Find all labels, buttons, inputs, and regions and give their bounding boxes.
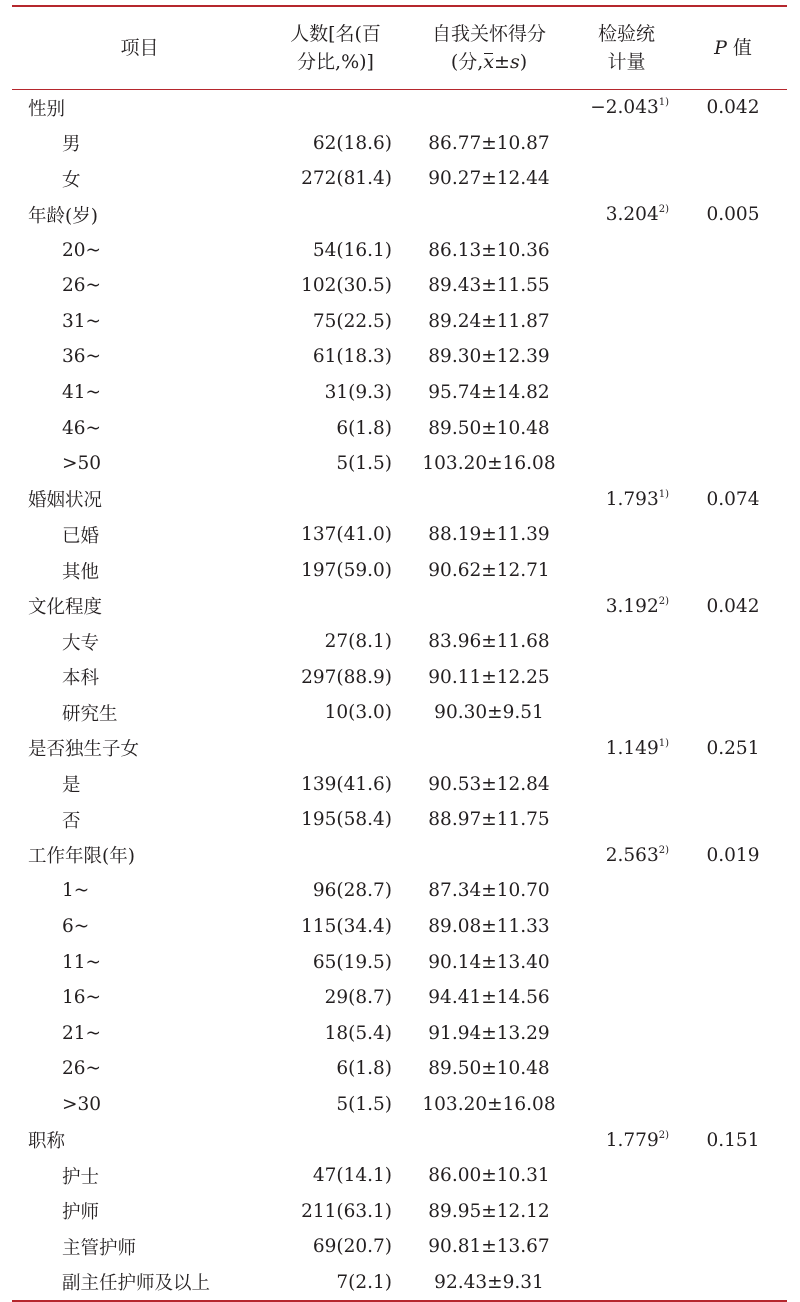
table-row	[12, 695, 787, 731]
item-label: 11~	[62, 951, 102, 973]
p-value-cell	[679, 446, 787, 482]
item-label: 否	[62, 810, 81, 832]
statistic-footnote: 2)	[658, 595, 669, 607]
count-cell: 69(20.7)	[312, 1236, 392, 1258]
statistic-footnote: 2)	[658, 844, 669, 856]
p-value-cell	[679, 1265, 787, 1301]
statistic-cell: 1.793$^{1)}$	[605, 488, 669, 510]
p-value-cell: 0.005	[706, 204, 760, 226]
statistic-footnote: 1)	[658, 737, 669, 749]
count-cell	[267, 731, 404, 767]
table-row	[12, 980, 787, 1016]
count-cell: 297(88.9)	[301, 666, 392, 688]
count-cell: 29(8.7)	[324, 987, 392, 1009]
statistic-cell: 1.779$^{2)}$	[605, 1129, 669, 1151]
item-label: >50	[62, 453, 102, 475]
table-row	[12, 517, 787, 553]
count-cell: 96(28.7)	[312, 880, 392, 902]
count-cell: 137(41.0)	[301, 524, 392, 546]
score-cell: 88.19±11.39	[428, 524, 550, 546]
p-value-cell	[679, 161, 787, 197]
count-cell: 54(16.1)	[312, 239, 392, 261]
score-cell: 89.50±10.48	[428, 417, 550, 439]
item-label: 研究生	[62, 703, 118, 725]
p-value-cell: 0.042	[706, 97, 760, 119]
statistic-cell	[574, 802, 679, 838]
statistic-footnote: 2)	[658, 1129, 669, 1141]
score-cell: 90.62±12.71	[428, 560, 550, 582]
item-label: 26~	[62, 275, 102, 297]
item-label: 31~	[62, 310, 102, 332]
statistic-cell	[574, 1087, 679, 1123]
statistic-cell	[574, 232, 679, 268]
group-label: 年龄(岁)	[28, 205, 98, 227]
item-label: 护师	[62, 1202, 100, 1224]
table-container	[12, 5, 787, 1302]
score-cell	[404, 90, 574, 126]
p-value-cell: 0.042	[706, 595, 760, 617]
table-row	[12, 339, 787, 375]
p-value-cell	[679, 126, 787, 162]
item-label: 21~	[62, 1022, 102, 1044]
score-cell	[404, 482, 574, 518]
item-label: 16~	[62, 987, 102, 1009]
score-cell: 90.81±13.67	[428, 1236, 550, 1258]
statistic-cell: 1.149$^{1)}$	[605, 737, 669, 759]
score-cell: 89.08±11.33	[428, 915, 550, 937]
count-cell: 18(5.4)	[324, 1022, 392, 1044]
score-cell: 90.30±9.51	[434, 702, 544, 724]
table-group-row	[12, 90, 787, 126]
item-label: 女	[62, 169, 81, 191]
count-cell	[267, 588, 404, 624]
table-row	[12, 375, 787, 411]
item-label: 是	[62, 775, 81, 797]
statistic-cell	[574, 766, 679, 802]
statistic-cell	[574, 1158, 679, 1194]
count-cell: 6(1.8)	[336, 1058, 392, 1080]
p-value-cell	[679, 517, 787, 553]
item-label: 1~	[62, 880, 90, 902]
table-row	[12, 1051, 787, 1087]
p-value-cell	[679, 1087, 787, 1123]
p-value-cell	[679, 339, 787, 375]
item-label: 本科	[62, 668, 100, 690]
p-value-cell	[679, 304, 787, 340]
count-cell: 197(59.0)	[301, 560, 392, 582]
count-cell: 62(18.6)	[312, 132, 392, 154]
count-cell: 139(41.6)	[301, 773, 392, 795]
count-cell	[267, 1122, 404, 1158]
statistic-cell	[574, 126, 679, 162]
score-cell: 87.34±10.70	[428, 880, 550, 902]
statistic-cell: 3.192$^{2)}$	[605, 595, 669, 617]
count-cell: 115(34.4)	[301, 915, 392, 937]
p-value-cell	[679, 1158, 787, 1194]
table-row	[12, 410, 787, 446]
count-cell: 31(9.3)	[324, 382, 392, 404]
statistic-cell	[574, 980, 679, 1016]
score-cell: 90.53±12.84	[428, 773, 550, 795]
statistic-cell	[574, 375, 679, 411]
statistic-footnote: 1)	[658, 97, 669, 109]
p-value-cell	[679, 624, 787, 660]
count-cell	[267, 197, 404, 233]
table-row	[12, 553, 787, 589]
statistic-cell: $-2.043^{1)}$	[590, 97, 669, 119]
statistic-cell	[574, 339, 679, 375]
p-value-cell: 0.074	[706, 488, 760, 510]
table-row	[12, 268, 787, 304]
p-value-cell: 0.019	[706, 844, 760, 866]
count-cell: 7(2.1)	[336, 1271, 392, 1293]
score-cell: 86.13±10.36	[428, 239, 550, 261]
score-cell: 91.94±13.29	[428, 1022, 550, 1044]
statistic-cell	[574, 517, 679, 553]
table-header	[12, 7, 787, 89]
score-cell: 90.11±12.25	[428, 666, 550, 688]
header-statistic: 检验统 计量	[597, 23, 655, 73]
p-value-cell	[679, 1051, 787, 1087]
item-label: 46~	[62, 417, 102, 439]
table-row	[12, 944, 787, 980]
count-cell: 5(1.5)	[336, 453, 392, 475]
statistic-cell: 3.204$^{2)}$	[605, 204, 669, 226]
count-cell: 65(19.5)	[312, 951, 392, 973]
item-label: 已婚	[62, 525, 100, 547]
count-cell: 6(1.8)	[336, 417, 392, 439]
score-cell	[404, 197, 574, 233]
statistic-cell	[574, 553, 679, 589]
p-value-cell	[679, 553, 787, 589]
header-p-value: P 值	[714, 37, 752, 59]
count-cell: 211(63.1)	[301, 1200, 392, 1222]
score-cell	[404, 588, 574, 624]
statistic-cell	[574, 1229, 679, 1265]
p-value-cell	[679, 1229, 787, 1265]
score-cell: 83.96±11.68	[428, 631, 550, 653]
score-cell: 95.74±14.82	[428, 382, 550, 404]
statistic-cell	[574, 446, 679, 482]
statistic-cell	[574, 909, 679, 945]
table-row	[12, 1015, 787, 1051]
p-value-cell	[679, 1193, 787, 1229]
p-value-cell	[679, 944, 787, 980]
p-value-cell	[679, 873, 787, 909]
score-cell: 86.77±10.87	[428, 132, 550, 154]
table-group-row	[12, 731, 787, 767]
table-row	[12, 304, 787, 340]
table-row	[12, 1087, 787, 1123]
score-cell: 89.24±11.87	[428, 310, 550, 332]
count-cell: 61(18.3)	[312, 346, 392, 368]
count-cell: 5(1.5)	[336, 1093, 392, 1115]
statistic-cell	[574, 660, 679, 696]
count-cell: 47(14.1)	[312, 1165, 392, 1187]
score-cell: 86.00±10.31	[428, 1165, 550, 1187]
statistic-cell	[574, 304, 679, 340]
statistic-cell	[574, 1051, 679, 1087]
group-label: 工作年限(年)	[28, 846, 135, 868]
count-cell	[267, 837, 404, 873]
item-label: 26~	[62, 1058, 102, 1080]
table-row	[12, 1229, 787, 1265]
statistic-cell	[574, 1193, 679, 1229]
score-cell: 90.27±12.44	[428, 168, 550, 190]
score-cell	[404, 837, 574, 873]
group-label: 职称	[28, 1131, 66, 1153]
table-row	[12, 909, 787, 945]
item-label: 36~	[62, 346, 102, 368]
p-value-cell	[679, 268, 787, 304]
item-label: 大专	[62, 632, 100, 654]
p-value-cell	[679, 909, 787, 945]
score-cell	[404, 731, 574, 767]
group-label: 文化程度	[28, 597, 103, 619]
table-row	[12, 624, 787, 660]
table-group-row	[12, 197, 787, 233]
statistic-footnote: 1)	[658, 488, 669, 500]
item-label: 6~	[62, 915, 90, 937]
count-cell	[267, 482, 404, 518]
item-label: 其他	[62, 561, 100, 583]
score-cell: 89.30±12.39	[428, 346, 550, 368]
statistic-cell	[574, 873, 679, 909]
header-score: 自我关怀得分 (分,x±s)	[431, 23, 546, 73]
score-cell: 90.14±13.40	[428, 951, 550, 973]
table-group-row	[12, 837, 787, 873]
table-row	[12, 1193, 787, 1229]
item-label: >30	[62, 1093, 102, 1115]
statistic-cell	[574, 268, 679, 304]
header-item: 项目	[120, 37, 159, 59]
p-value-cell	[679, 375, 787, 411]
score-cell: 89.43±11.55	[428, 275, 550, 297]
count-cell: 27(8.1)	[324, 631, 392, 653]
item-label: 男	[62, 134, 81, 156]
table-group-row	[12, 482, 787, 518]
table-row	[12, 766, 787, 802]
p-value-cell	[679, 1015, 787, 1051]
count-cell: 75(22.5)	[312, 310, 392, 332]
table-row	[12, 232, 787, 268]
score-cell: 89.95±12.12	[428, 1200, 550, 1222]
p-value-cell: 0.151	[706, 1129, 760, 1151]
statistic-cell: 2.563$^{2)}$	[605, 844, 669, 866]
item-label: 主管护师	[62, 1237, 137, 1259]
p-value-cell	[679, 695, 787, 731]
statistic-cell	[574, 161, 679, 197]
table-row	[12, 802, 787, 838]
score-cell: 89.50±10.48	[428, 1058, 550, 1080]
statistic-cell	[574, 695, 679, 731]
score-cell: 92.43±9.31	[434, 1271, 544, 1293]
data-table	[12, 7, 787, 89]
count-cell	[267, 90, 404, 126]
header-count: 人数[名(百 分比,%)]	[290, 23, 381, 73]
group-label: 性别	[28, 98, 66, 120]
item-label: 护士	[62, 1166, 100, 1188]
table-row	[12, 873, 787, 909]
table-row	[12, 1265, 787, 1301]
item-label: 41~	[62, 382, 102, 404]
data-table-body	[12, 90, 787, 1300]
p-value-cell: 0.251	[706, 737, 760, 759]
statistic-cell	[574, 1265, 679, 1301]
group-label: 婚姻状况	[28, 490, 103, 512]
score-cell	[404, 1122, 574, 1158]
table-row	[12, 660, 787, 696]
table-group-row	[12, 1122, 787, 1158]
count-cell: 195(58.4)	[301, 809, 392, 831]
p-value-cell	[679, 410, 787, 446]
statistic-cell	[574, 1015, 679, 1051]
p-value-cell	[679, 660, 787, 696]
group-label: 是否独生子女	[28, 739, 140, 761]
count-cell: 10(3.0)	[324, 702, 392, 724]
count-cell: 272(81.4)	[301, 168, 392, 190]
count-cell: 102(30.5)	[301, 275, 392, 297]
table-row	[12, 446, 787, 482]
table-group-row	[12, 588, 787, 624]
score-cell: 103.20±16.08	[422, 453, 556, 475]
table-row	[12, 126, 787, 162]
score-cell: 94.41±14.56	[428, 987, 550, 1009]
statistic-cell	[574, 410, 679, 446]
table-row	[12, 161, 787, 197]
table-body	[12, 90, 787, 1300]
p-value-cell	[679, 766, 787, 802]
statistic-cell	[574, 944, 679, 980]
statistic-footnote: 2)	[658, 204, 669, 216]
item-label: 20~	[62, 239, 102, 261]
statistic-cell	[574, 624, 679, 660]
p-value-cell	[679, 802, 787, 838]
p-value-cell	[679, 980, 787, 1016]
score-cell: 103.20±16.08	[422, 1093, 556, 1115]
item-label: 副主任护师及以上	[62, 1273, 211, 1295]
p-value-cell	[679, 232, 787, 268]
table-row	[12, 1158, 787, 1194]
score-cell: 88.97±11.75	[428, 809, 550, 831]
